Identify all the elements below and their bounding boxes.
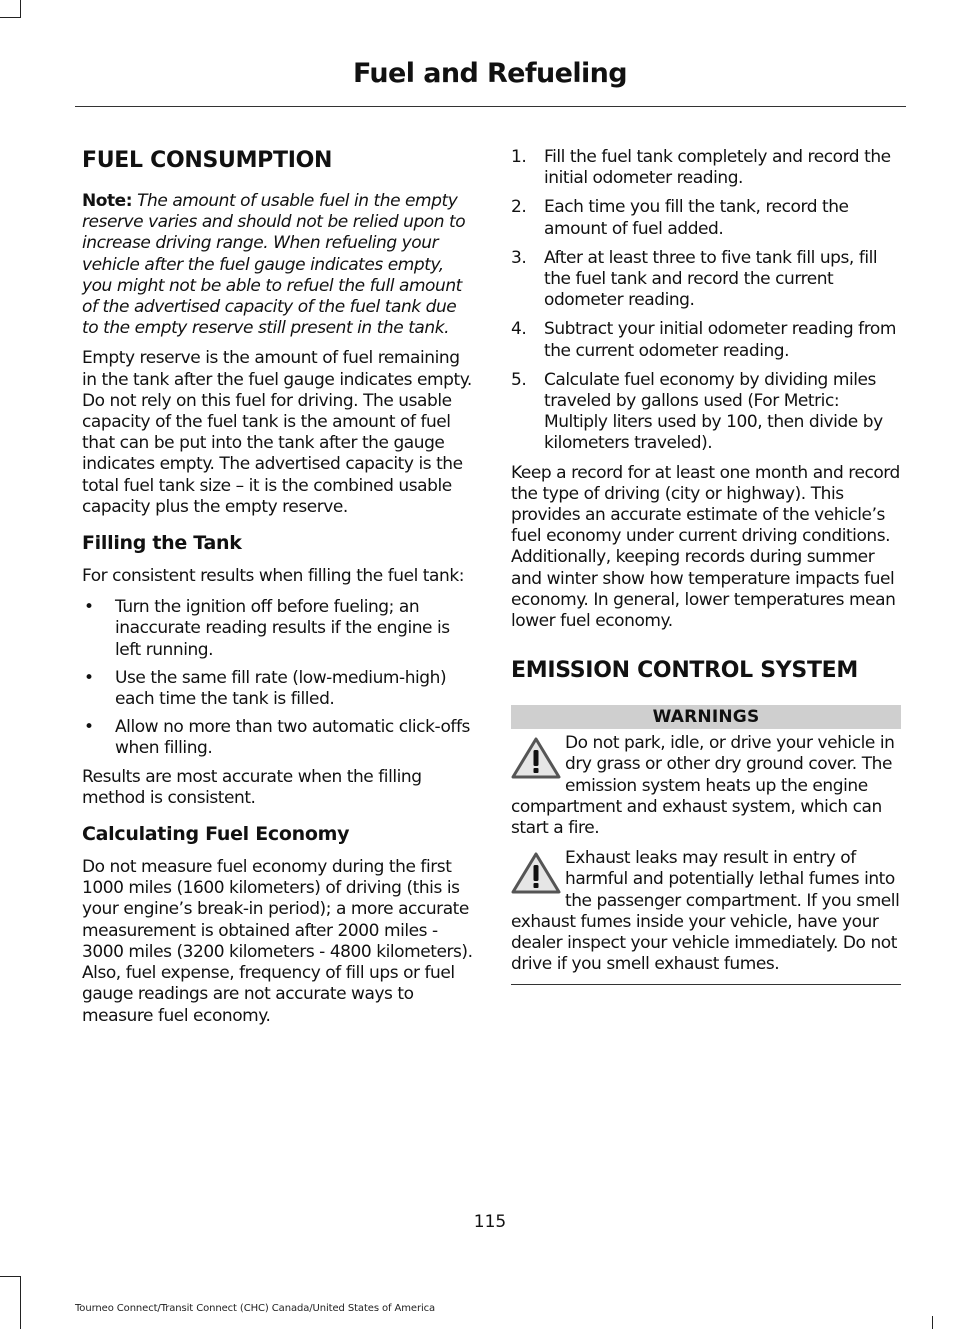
warning-item — [511, 848, 901, 975]
crop-mark — [0, 17, 20, 18]
list-item-text: Allow no more than two automatic click-offs when filling. — [115, 717, 470, 759]
warnings-header: WARNINGS — [511, 705, 901, 729]
step-text: Subtract your initial odometer reading from the current odometer reading. — [544, 319, 896, 361]
results-paragraph: Results are most accurate when the filling method is consistent. — [82, 766, 422, 808]
header-rule — [75, 106, 906, 107]
calculating-fuel-economy-heading: Calculating Fuel Economy — [82, 823, 350, 846]
step-text: Fill the fuel tank completely and record the initial odometer reading. — [544, 147, 891, 189]
note-text: The amount of usable fuel in the empty reserve varies and should not be relied upon to increase driving range. When refueling your vehicle after the fuel gauge indicates empty, you might not be able to refuel the full amount of the advertised capacity of the fuel tank due to the empty reserve still present in the tank. — [82, 191, 466, 339]
steps-list — [511, 147, 901, 455]
crop-mark — [20, 0, 21, 18]
list-item — [511, 197, 901, 239]
record-paragraph: Keep a record for at least one month and record the type of driving (city or highway). This provides an accurate estimate of the vehicle’s fuel economy under current driving conditions. Additionally, keeping records during summer and winter show how temperature impacts fuel economy. In general, lower temperatures mean lower fuel economy. — [511, 462, 900, 632]
bullet-icon: • — [84, 597, 94, 618]
warning-triangle-icon — [511, 852, 561, 894]
list-item-text: Use the same fill rate (low-medium-high) each time the tank is filled. — [115, 667, 447, 710]
empty-reserve-paragraph: Empty reserve is the amount of fuel remaining in the tank after the fuel gauge indicates empty. Do not rely on this fuel for driving. The usable capacity of the fuel tank is the amount of fuel that can be put into the tank after the gauge indicates empty. The advertised capacity is the total fuel tank size – it is the combined usable capacity plus the empty reserve. — [82, 348, 472, 517]
crop-mark — [20, 1276, 21, 1329]
section-title-emission-control: EMISSION CONTROL SYSTEM — [511, 658, 859, 684]
step-text: After at least three to five tank fill ups, fill the fuel tank and record the current odometer reading. — [544, 247, 878, 311]
list-item — [511, 370, 901, 455]
filling-the-tank-heading: Filling the Tank — [82, 532, 242, 555]
step-number: 4. — [511, 319, 527, 340]
step-number: 1. — [511, 147, 527, 167]
page-number: 115 — [473, 1212, 507, 1232]
calculating-paragraph: Do not measure fuel economy during the first 1000 miles (1600 kilometers) of driving (this is your engine’s break-in period); a more accurate measurement is obtained after 2000 miles - 3000 miles (3200 kilometers - 4800 kilometers). Also, fuel expense, frequency of fill ups or fuel gauge readings are not accurate ways to measure fuel economy. — [82, 857, 473, 1026]
crop-mark — [0, 1276, 20, 1277]
bullet-icon: • — [84, 717, 94, 738]
filling-intro: For consistent results when filling the fuel tank: — [82, 566, 464, 587]
left-column — [82, 146, 474, 1027]
section-end-rule — [511, 984, 901, 985]
list-item — [511, 319, 901, 361]
bullet-icon: • — [84, 667, 94, 688]
step-number: 3. — [511, 247, 527, 268]
list-item — [82, 597, 474, 661]
step-number: 5. — [511, 369, 527, 390]
list-item-text: Turn the ignition off before fueling; an inaccurate reading results if the engine is left running. — [115, 597, 450, 660]
note-label: Note: — [82, 191, 133, 211]
section-title-fuel-consumption: FUEL CONSUMPTION — [82, 148, 333, 173]
list-item — [511, 248, 901, 312]
step-number: 2. — [511, 197, 527, 218]
step-text: Each time you fill the tank, record the amount of fuel added. — [544, 197, 849, 239]
warning-item — [511, 733, 901, 839]
list-item — [82, 717, 474, 759]
footer-text: Tourneo Connect/Transit Connect (CHC) Canada/United States of America — [75, 1303, 436, 1314]
right-column — [511, 146, 901, 985]
warning-text: Exhaust leaks may result in entry of harmful and potentially lethal fumes into the passenger compartment. If you smell exhaust fumes inside your vehicle, have your dealer inspect your vehicle immediately. Do not drive if you smell exhaust fumes. — [511, 848, 900, 975]
step-text: Calculate fuel economy by dividing miles traveled by gallons used (For Metric: Multiply liters used by 100, then divide by kilometers traveled). — [544, 369, 883, 454]
filling-bullet-list — [82, 597, 474, 759]
warning-text: Do not park, idle, or drive your vehicle in dry grass or other dry ground cover. The emission system heats up the engine compartment and exhaust system, which can start a fire. — [511, 733, 895, 839]
page-title: Fuel and Refueling — [352, 58, 628, 89]
warning-triangle-icon — [511, 737, 561, 779]
list-item — [511, 147, 901, 189]
note — [82, 191, 474, 339]
crop-mark — [932, 1316, 933, 1329]
list-item — [82, 668, 474, 710]
